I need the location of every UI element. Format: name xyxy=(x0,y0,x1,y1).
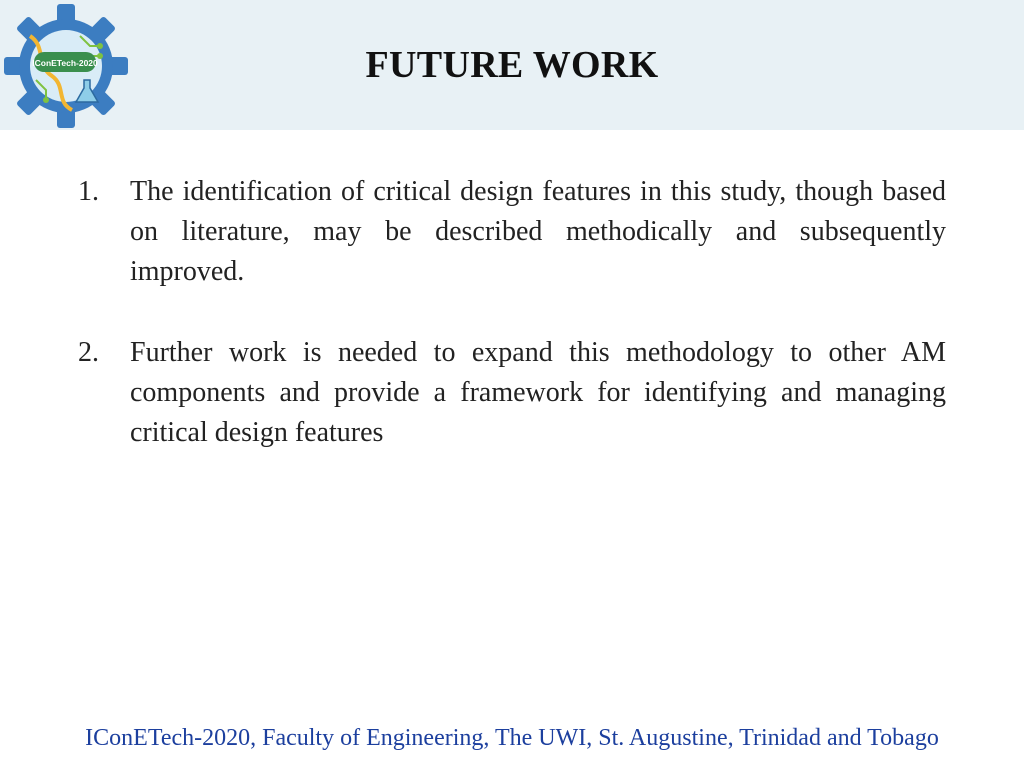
list-item-text: Further work is needed to expand this methodology to other AM components and provide a framework for identifying and managing critical design features xyxy=(130,337,946,448)
list-item xyxy=(78,172,946,292)
logo-text: IConETech-2020 xyxy=(32,58,98,68)
slide-header xyxy=(0,0,1024,130)
list-item xyxy=(78,333,946,453)
slide-title: FUTURE WORK xyxy=(365,44,659,86)
list-item-text: The identification of critical design features in this study, though based on literature, may be described methodically and subsequently improved. xyxy=(130,176,946,287)
list-item-number: 1. xyxy=(78,176,99,207)
list-item-number: 2. xyxy=(78,337,99,368)
future-work-list xyxy=(78,172,946,494)
slide-footer: IConETech-2020, Faculty of Engineering, The UWI, St. Augustine, Trinidad and Tobago xyxy=(85,725,939,751)
